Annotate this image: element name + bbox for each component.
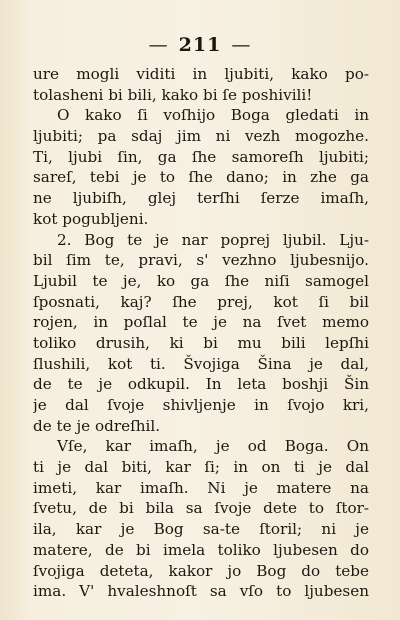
header-dash-left: — <box>148 34 169 56</box>
text-line: Ljubil te je, ko ga ſhe niſi samogel <box>33 271 369 290</box>
text-line: de te je odkupil. In leta boshji Šin <box>33 375 369 394</box>
text-line: ſposnati, kaj? ſhe prej, kot ſi bil <box>33 292 369 311</box>
text-line: rojen, in poſlal te je na ſvet memo <box>33 313 369 332</box>
header-dash-right: — <box>231 34 252 56</box>
text-line: ila, kar je Bog sa-te ſtoril; ni je <box>33 520 369 539</box>
text-line: O kako ſi voſhijo Boga gledati in <box>57 106 369 125</box>
page-header <box>0 34 400 56</box>
text-line: Ti, ljubi ſin, ga ſhe samoreſh ljubiti; <box>33 147 369 166</box>
text-line: tolasheni bi bili, kako bi ſe poshivili! <box>33 85 313 104</box>
text-line: sareſ, tebi je to ſhe dano; in zhe ga <box>33 168 369 187</box>
text-line: ſvetu, de bi bila sa ſvoje dete to ſtor- <box>33 499 369 518</box>
text-line: ima. V' hvaleshnoſt sa vſo to ljubesen <box>33 582 369 601</box>
page-number: 211 <box>178 34 222 56</box>
text-line: ſvojiga deteta, kakor jo Bog do tebe <box>33 561 369 580</box>
text-line: de te je odreſhil. <box>33 416 161 435</box>
text-line: bil ſim te, pravi, s' vezhno ljubesnijo. <box>33 251 369 270</box>
text-line: ne ljubiſh, glej terſhi ſerze imaſh, <box>33 189 369 208</box>
text-line: ſlushili, kot ti. Švojiga Šina je dal, <box>33 354 369 373</box>
text-line: toliko drusih, ki bi mu bili lepſhi <box>33 333 369 352</box>
text-line: matere, de bi imela toliko ljubesen do <box>33 540 369 559</box>
text-line: ti je dal biti, kar ſi; in on ti je dal <box>33 458 369 477</box>
text-line: kot pogubljeni. <box>33 209 149 228</box>
text-line: imeti, kar imaſh. Ni je matere na <box>33 478 369 497</box>
text-line: 2. Bog te je nar poprej ljubil. Lju- <box>57 230 369 249</box>
text-line: je dal ſvoje shivljenje in ſvojo kri, <box>33 396 369 414</box>
text-line: ure mogli viditi in ljubiti, kako po- <box>33 65 369 83</box>
body-text <box>33 64 369 602</box>
text-line: Vſe, kar imaſh, je od Boga. On <box>57 437 369 456</box>
text-line: ljubiti; pa sdaj jim ni vezh mogozhe. <box>33 127 369 146</box>
